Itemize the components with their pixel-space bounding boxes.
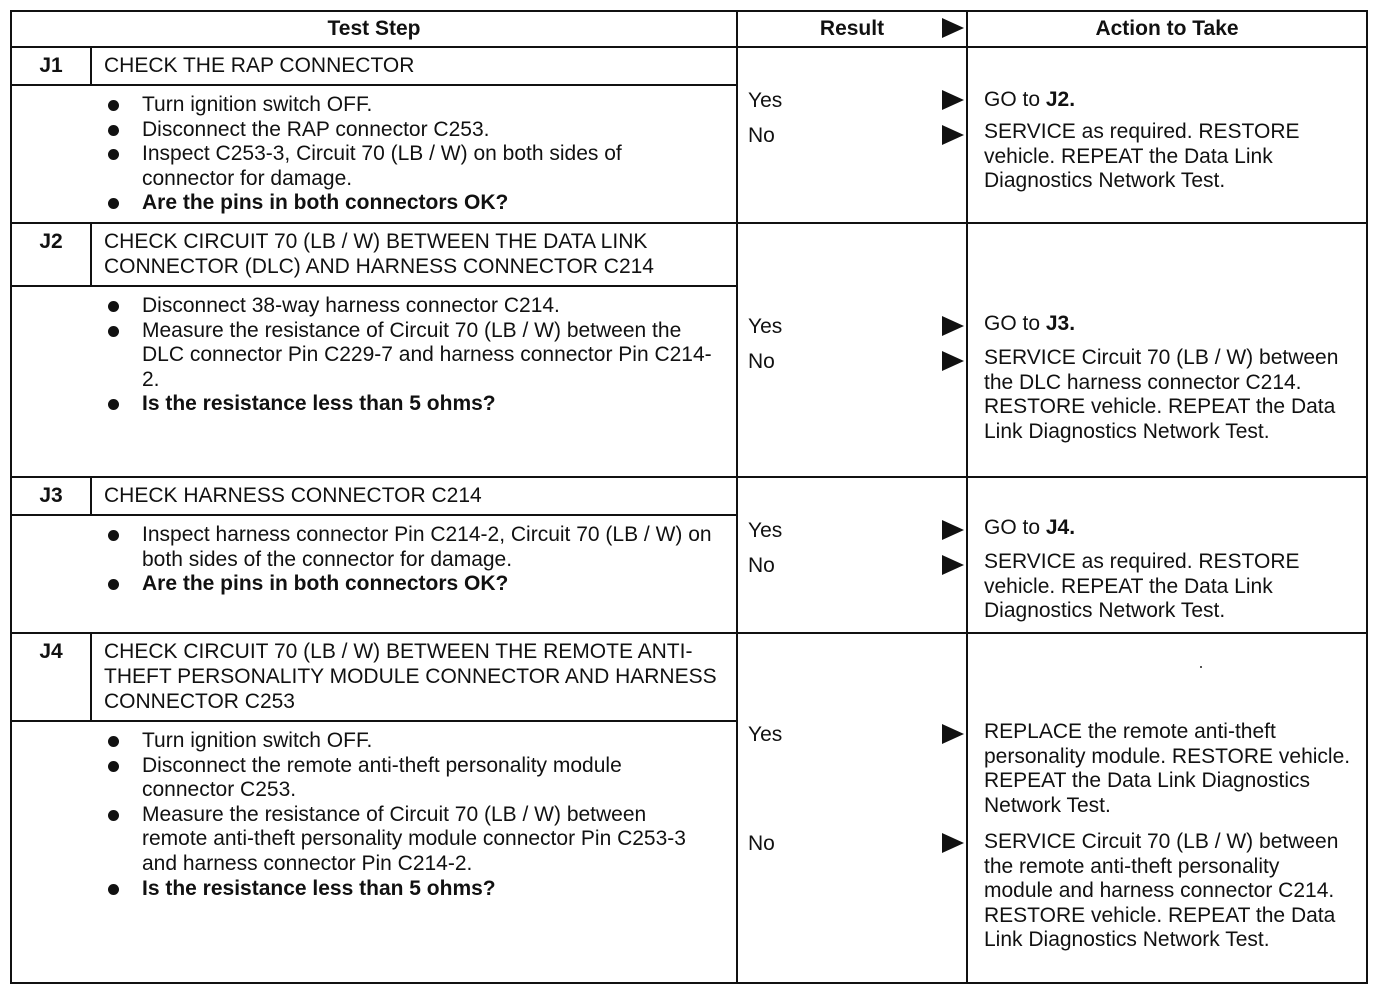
result-cell-j1 <box>737 47 967 223</box>
action-yes-prefix: GO to <box>984 515 1046 539</box>
action-yes-target: J4. <box>1045 515 1076 539</box>
step-title: CHECK HARNESS CONNECTOR C214 <box>92 478 736 516</box>
action-no: SERVICE Circuit 70 (LB / W) between the remote anti-theft personality module and harness connector C214. RESTORE vehicle. REPEAT the Data Link Diagnostics Network Test. <box>984 829 1339 952</box>
header-test-step: Test Step <box>11 11 737 47</box>
step-id: J3 <box>12 478 92 516</box>
arrow-right-icon <box>942 90 964 110</box>
arrow-right-icon <box>942 833 964 853</box>
procedure-item: Turn ignition switch OFF. <box>104 729 726 754</box>
result-no <box>748 123 966 149</box>
step-question: Is the resistance less than 5 ohms? <box>104 877 726 902</box>
action-no: SERVICE as required. RESTORE vehicle. REPEAT the Data Link Diagnostics Network Test. <box>984 549 1300 623</box>
arrow-right-icon <box>942 351 964 371</box>
action-yes-target: J3. <box>1045 311 1076 335</box>
result-yes <box>748 722 966 748</box>
result-no-label: No <box>748 124 775 147</box>
table-row-j2 <box>11 223 1367 477</box>
step-title: CHECK CIRCUIT 70 (LB / W) BETWEEN THE REMOTE ANTI-THEFT PERSONALITY MODULE CONNECTOR AND HARNESS CONNECTOR C253 <box>92 634 736 722</box>
action-yes <box>984 312 1354 337</box>
result-yes <box>748 518 966 544</box>
action-no: SERVICE Circuit 70 (LB / W) between the DLC harness connector C214. RESTORE vehicle. REPEAT the Data Link Diagnostics Network Test. <box>984 345 1339 443</box>
procedure-item: Measure the resistance of Circuit 70 (LB / W) between the DLC connector Pin C229-7 and harness connector Pin C214-2. <box>104 319 726 393</box>
result-cell-j3 <box>737 477 967 633</box>
action-no: SERVICE as required. RESTORE vehicle. REPEAT the Data Link Diagnostics Network Test. <box>984 120 1300 193</box>
action-cell-j3 <box>967 477 1367 633</box>
step-procedure <box>12 86 736 222</box>
arrow-right-icon <box>942 316 964 336</box>
procedure-item: Disconnect 38-way harness connector C214. <box>104 294 726 319</box>
action-cell-j4 <box>967 633 1367 983</box>
arrow-right-icon <box>942 555 964 575</box>
step-procedure <box>12 287 736 423</box>
result-no-label: No <box>748 349 775 373</box>
result-no <box>748 349 966 375</box>
step-cell-j2 <box>11 223 737 477</box>
result-cell-j4 <box>737 633 967 983</box>
step-question: Are the pins in both connectors OK? <box>104 191 726 216</box>
header-arrow-icon <box>942 18 964 38</box>
action-yes-prefix: GO to <box>984 311 1046 335</box>
procedure-item: Measure the resistance of Circuit 70 (LB / W) between remote anti-theft personality module connector Pin C253-3 and harness connector Pin C214-2. <box>104 803 726 877</box>
result-no <box>748 553 966 579</box>
step-id: J2 <box>12 224 92 287</box>
step-title: CHECK THE RAP CONNECTOR <box>92 48 736 86</box>
arrow-right-icon <box>942 724 964 744</box>
diagnostic-table-page <box>10 10 1366 976</box>
header-result <box>737 11 967 47</box>
table-header-row <box>11 11 1367 47</box>
pinpoint-test-table <box>10 10 1368 984</box>
procedure-item: Inspect C253-3, Circuit 70 (LB / W) on both sides of connector for damage. <box>104 142 726 191</box>
result-cell-j2 <box>737 223 967 477</box>
result-yes <box>748 88 966 114</box>
step-cell-j3 <box>11 477 737 633</box>
header-action: Action to Take <box>967 11 1367 47</box>
result-no <box>748 831 966 857</box>
step-id: J4 <box>12 634 92 722</box>
result-yes-label: Yes <box>748 314 783 338</box>
step-question: Are the pins in both connectors OK? <box>104 572 726 597</box>
action-cell-j2 <box>967 223 1367 477</box>
arrow-right-icon <box>942 520 964 540</box>
header-result-label: Result <box>819 17 885 40</box>
result-yes-label: Yes <box>748 722 783 746</box>
table-row-j1 <box>11 47 1367 223</box>
step-id: J1 <box>12 48 92 86</box>
procedure-item: Disconnect the RAP connector C253. <box>104 118 726 143</box>
action-yes <box>984 516 1354 541</box>
action-yes: REPLACE the remote anti-theft personality module. RESTORE vehicle. REPEAT the Data Link Diagnostics Network Test. <box>984 719 1351 817</box>
procedure-item: Disconnect the remote anti-theft personality module connector C253. <box>104 754 726 803</box>
step-question: Is the resistance less than 5 ohms? <box>104 392 726 417</box>
action-yes <box>984 88 1354 113</box>
result-yes-label: Yes <box>748 518 783 542</box>
procedure-item: Inspect harness connector Pin C214-2, Circuit 70 (LB / W) on both sides of the connector for damage. <box>104 523 726 572</box>
table-row-j4 <box>11 633 1367 983</box>
arrow-right-icon <box>942 125 964 145</box>
action-yes-prefix: GO to <box>984 88 1046 111</box>
step-cell-j1 <box>11 47 737 223</box>
step-procedure <box>12 516 736 603</box>
action-yes-target: J2. <box>1045 88 1076 111</box>
step-procedure <box>12 722 736 907</box>
result-yes <box>748 314 966 340</box>
table-row-j3 <box>11 477 1367 633</box>
step-cell-j4 <box>11 633 737 983</box>
result-no-label: No <box>748 553 775 577</box>
step-title: CHECK CIRCUIT 70 (LB / W) BETWEEN THE DATA LINK CONNECTOR (DLC) AND HARNESS CONNECTOR C214 <box>92 224 736 287</box>
result-yes-label: Yes <box>748 89 783 112</box>
scan-speck <box>1200 666 1202 668</box>
procedure-item: Turn ignition switch OFF. <box>104 93 726 118</box>
action-cell-j1 <box>967 47 1367 223</box>
result-no-label: No <box>748 831 775 855</box>
